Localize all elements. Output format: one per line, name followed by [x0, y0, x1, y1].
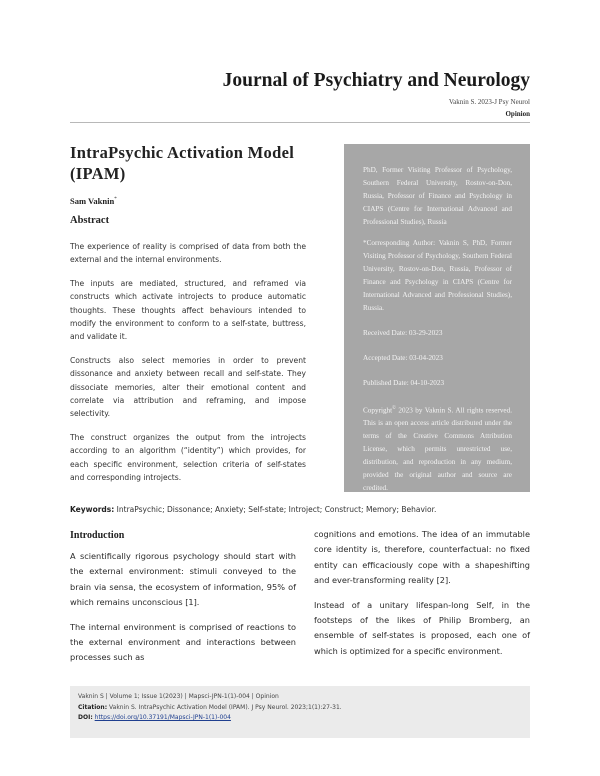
article-title: IntraPsychic Activation Model (IPAM)	[70, 143, 295, 183]
abstract-paragraph: The construct organizes the output from the introjects according to an algorithm (“identity”) which provides, for each specific environment, selection criteria of self-states and corresponding introjects.	[70, 432, 306, 483]
received-date: Received Date: 03-29-2023	[363, 329, 443, 337]
copyright-notice	[363, 402, 512, 495]
article-type: Opinion	[505, 110, 530, 118]
citation-text: Vaknin S. IntraPsychic Activation Model (IPAM). J Psy Neurol. 2023;1(1):27-31.	[107, 703, 342, 711]
abstract-paragraph: The experience of reality is comprised of data from both the external and the internal environments.	[70, 242, 306, 265]
body-column-left	[70, 530, 296, 666]
footer-citation	[78, 703, 522, 714]
abstract-heading: Abstract	[70, 215, 110, 226]
abstract-paragraph: The inputs are mediated, structured, and reframed via constructs which activate introjects to produce automatic thoughts. These thoughts affect behaviours intended to modify the environment to conform to a self-state, buttress, and validate it.	[70, 278, 306, 342]
author-name	[70, 196, 306, 206]
keywords-list: IntraPsychic; Dissonance; Anxiety; Self-state; Introject; Construct; Memory; Behavior.	[114, 505, 437, 514]
affiliation: PhD, Former Visiting Professor of Psychology, Southern Federal University, Rostov-on-Don, Russia, Professor of Finance and Psychology in CIAPS (Centre for International Advanced and Professional Studies), Russia	[363, 166, 512, 226]
keywords	[70, 505, 530, 514]
keywords-label: Keywords:	[70, 505, 115, 514]
citation-footer	[70, 686, 530, 738]
journal-title: Journal of Psychiatry and Neurology	[222, 70, 530, 91]
doi-link[interactable]: https://doi.org/10.37191/Mapsci-JPN-1(1)-004	[94, 714, 231, 721]
body-paragraph: A scientifically rigorous psychology should start with the external environment: stimuli conveyed to the brain via sensa, the ecosystem of information, 95% of which remains unconscious [1].	[70, 551, 296, 608]
body-paragraph: The internal environment is comprised of reactions to the external environment and interactions between processes such as	[70, 621, 296, 663]
citation-short: Vaknin S. 2023-J Psy Neurol	[448, 98, 530, 106]
copyright-mark: ©	[392, 406, 396, 411]
copyright-prefix: Copyright	[363, 406, 393, 415]
title-abstract-column	[70, 142, 306, 485]
doi-label: DOI:	[78, 714, 93, 721]
corresponding-author: *Corresponding Author: Vaknin S, PhD, Former Visiting Professor of Psychology, Southern Federal University, Rostov-on-Don, Russia, Professor of Finance and Psychology in CIAPS (Centre for International Advanced and Professional Studies), Russia.	[363, 239, 512, 312]
footer-doi	[78, 713, 522, 724]
journal-meta	[449, 96, 530, 120]
header-divider	[70, 122, 530, 123]
citation-label: Citation:	[78, 703, 108, 711]
author-info-box	[344, 144, 530, 492]
accepted-date: Accepted Date: 03-04-2023	[363, 354, 443, 362]
copyright-text: 2023 by Vaknin S. All rights reserved. This is an open access article distributed under the terms of the Creative Commons Attribution License, which permits unrestricted use, distribution, and reproduction in any medium, provided the original author and source are credited.	[363, 406, 512, 493]
abstract-paragraph: Constructs also select memories in order to prevent dissonance and anxiety between recall and self-state. They dissociate memories, alter their emotional content and correlate via attribution and reframing, and impose selectivity.	[70, 355, 306, 419]
body-paragraph: Instead of a unitary lifespan-long Self, in the footsteps of the likes of Philip Bromberg, an ensemble of self-states is proposed, each one of which is optimized for a specific environment.	[314, 599, 530, 656]
introduction-heading: Introduction	[70, 530, 125, 541]
body-column-right	[314, 527, 530, 659]
author-name-text: Sam Vaknin	[70, 196, 115, 206]
published-date: Published Date: 04-10-2023	[363, 379, 445, 387]
author-mark: *	[114, 197, 117, 203]
body-paragraph: cognitions and emotions. The idea of an immutable core identity is, therefore, counterfactual: no fixed entity can efficaciously cope with a shapeshifting and ever-transforming reality [2].	[314, 529, 530, 586]
footer-volume-line: Vaknin S | Volume 1; Issue 1(2023) | Mapsci-JPN-1(1)-004 | Opinion	[78, 693, 279, 700]
